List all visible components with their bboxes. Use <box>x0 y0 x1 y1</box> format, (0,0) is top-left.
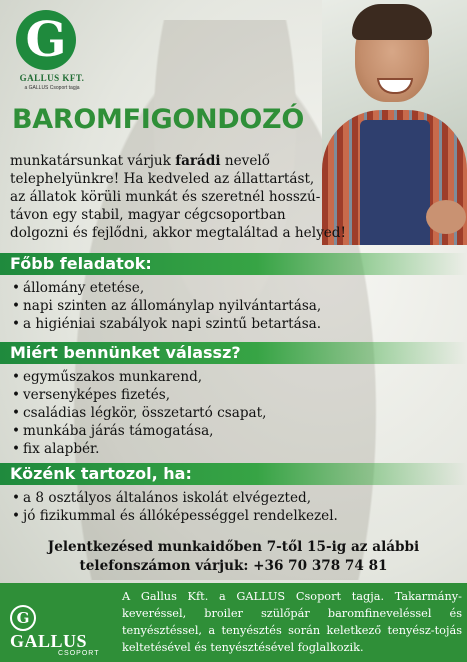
section-benefits <box>0 342 467 458</box>
section-heading: Miért bennünket válassz? <box>0 342 467 364</box>
intro-line2: telephelyünkre! Ha kedveled az állattartást, <box>10 171 315 187</box>
benefit-list <box>0 368 467 458</box>
list-item: • jó fizikummal és állóképességgel rendelkezel. <box>12 507 467 525</box>
logo-name: GALLUS KFT. <box>19 73 85 83</box>
list-item: • versenyképes fizetés, <box>12 386 467 404</box>
contact-phone: telefonszámon várjuk: +36 70 378 74 81 <box>79 558 388 574</box>
gallus-logo <box>12 10 86 100</box>
gallus-csoport-logo <box>10 605 110 657</box>
task-list <box>0 279 467 333</box>
intro-line3: az állatok körüli munkát és szeretnél hosszú- <box>10 189 321 205</box>
company-description: A Gallus Kft. a GALLUS Csoport tagja. Takarmány-keveréssel, broiler szülőpár baromfineveléssel és tenyésztéssel, a tenyésztés során keletkező tenyész-tojás keltetésével és tenyésztésével foglalkozik. <box>122 590 462 654</box>
worker-hand <box>426 200 466 234</box>
list-item: • egyműszakos munkarend, <box>12 368 467 386</box>
logo-tagline: a GALLUS Csoport tagja <box>24 85 80 91</box>
list-item: • állomány etetése, <box>12 279 467 297</box>
gallus-g-icon: G <box>10 605 36 631</box>
intro-text <box>10 152 405 242</box>
intro-line5: dolgozni és fejlődni, akkor megtaláltad a helyed! <box>10 225 346 241</box>
section-heading: Közénk tartozol, ha: <box>0 463 467 485</box>
requirement-list <box>0 489 467 525</box>
contact-info <box>0 538 467 576</box>
list-item: • munkába járás támogatása, <box>12 422 467 440</box>
logo-mark: G <box>16 10 76 70</box>
worker-hair <box>352 4 432 40</box>
list-item: • a 8 osztályos általános iskolát elvégezted, <box>12 489 467 507</box>
job-title: BAROMFIGONDOZÓ <box>12 104 304 135</box>
contact-line1: Jelentkezésed munkaidőben 7-től 15-ig az alábbi <box>47 539 420 555</box>
footer-logo-word: GALLUS <box>10 631 88 651</box>
section-tasks <box>0 253 467 333</box>
intro-line4: távon egy stabil, magyar cégcsoportban <box>10 207 286 223</box>
list-item: • napi szinten az állománylap nyilvántartása, <box>12 297 467 315</box>
section-requirements <box>0 463 467 525</box>
intro-line1-post: nevelő <box>220 153 270 169</box>
section-heading: Főbb feladatok: <box>0 253 467 275</box>
list-item: • fix alapbér. <box>12 440 467 458</box>
intro-line1-pre: munkatársunkat várjuk <box>10 153 176 169</box>
footer <box>0 583 467 662</box>
intro-location: farádi <box>175 153 221 169</box>
list-item: • a higiéniai szabályok napi szintű betartása. <box>12 315 467 333</box>
footer-logo-sub: CSOPORT <box>58 650 100 657</box>
list-item: • családias légkör, összetartó csapat, <box>12 404 467 422</box>
